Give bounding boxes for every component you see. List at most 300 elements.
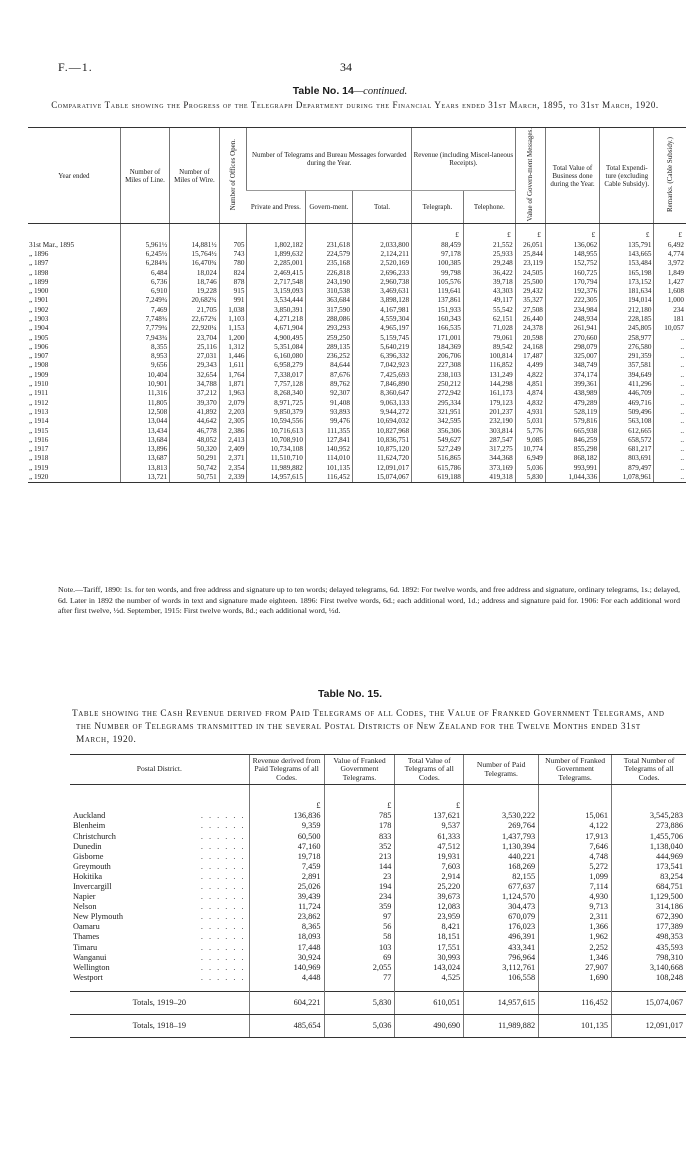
table-cell: 4,774 xyxy=(667,249,684,258)
table-cell: 111,355 xyxy=(305,427,352,436)
table14-subtitle: Comparative Table showing the Progress of the Telegraph Department during the Financial Years ended 31st March, 1895, to 31st March, 1920. xyxy=(51,100,659,110)
table-cell: 29,432 xyxy=(515,287,545,296)
col-govt-value xyxy=(515,128,545,224)
table-cell: .. xyxy=(680,333,684,342)
table-cell: 173,152 xyxy=(600,278,654,287)
table-row xyxy=(28,241,686,250)
table-cell: 103 xyxy=(324,943,395,953)
table-cell: 6,284¾ xyxy=(120,259,169,268)
unit-cell: £ xyxy=(678,231,682,240)
table-cell: 201,237 xyxy=(463,408,515,417)
dot-leader: . . . . . . xyxy=(200,972,246,982)
col-telegraph: Telegraph. xyxy=(412,190,464,223)
district-cell xyxy=(70,922,249,932)
table-cell: 2,124,211 xyxy=(352,250,411,259)
table-cell: 32,654 xyxy=(170,371,219,380)
table-cell: 314,186 xyxy=(612,902,686,912)
table-cell: 29,343 xyxy=(170,361,219,370)
table-cell: 24,168 xyxy=(515,343,545,352)
table-cell: 25,220 xyxy=(395,882,464,892)
table-cell: 356,306 xyxy=(412,427,464,436)
table-cell: 152,752 xyxy=(545,259,599,268)
totals-row xyxy=(70,1015,686,1038)
table-cell: 10,875,120 xyxy=(352,445,411,454)
table-cell: 25,026 xyxy=(249,882,324,892)
table-cell: 39,718 xyxy=(463,278,515,287)
col-telephone: Telephone. xyxy=(463,190,515,223)
table-cell: 1,764 xyxy=(219,371,247,380)
table-cell: 1,099 xyxy=(539,872,612,882)
table-cell: 7,779¾ xyxy=(120,324,169,333)
table-cell: 16,470¾ xyxy=(170,259,219,268)
table-cell: 12,091,017 xyxy=(352,464,411,473)
table-cell: 10,774 xyxy=(515,445,545,454)
year-cell: „ 1903 xyxy=(28,315,120,324)
district-name: New Plymouth xyxy=(73,912,124,922)
table-cell: 672,390 xyxy=(612,912,686,922)
table-cell: 13,684 xyxy=(120,436,169,445)
totals-cell: 116,452 xyxy=(539,991,612,1014)
unit-cell: £ xyxy=(515,224,545,241)
table-cell: 288,086 xyxy=(305,315,352,324)
table-cell: 168,269 xyxy=(464,862,539,872)
table-cell: 105,576 xyxy=(412,278,464,287)
totals-cell: 101,135 xyxy=(539,1015,612,1038)
table-cell: 549,627 xyxy=(412,436,464,445)
table-cell: 144 xyxy=(324,862,395,872)
col-private: Private and Press. xyxy=(247,190,306,223)
table-cell: 344,368 xyxy=(463,454,515,463)
table-cell: 9,537 xyxy=(395,821,464,831)
table-cell: 276,580 xyxy=(600,343,654,352)
table-cell: 293,293 xyxy=(305,324,352,333)
table-cell: 79,061 xyxy=(463,334,515,343)
table-cell: 13,687 xyxy=(120,454,169,463)
table-row xyxy=(28,315,686,324)
table-cell: 50,320 xyxy=(170,445,219,454)
table-cell: 10,827,968 xyxy=(352,427,411,436)
table-cell: 69 xyxy=(324,953,395,963)
table-cell: 6,736 xyxy=(120,278,169,287)
table-cell: 226,818 xyxy=(305,269,352,278)
table-cell: 2,285,001 xyxy=(247,259,306,268)
dot-leader: . . . . . . xyxy=(200,821,246,831)
table-cell: 11,624,720 xyxy=(352,454,411,463)
col-miles-wire: Number of Miles of Wire. xyxy=(170,128,219,224)
table-cell: 4,525 xyxy=(395,973,464,983)
table-cell: 181,634 xyxy=(600,287,654,296)
unit-cell: £ xyxy=(463,224,515,241)
table-cell: 435,593 xyxy=(612,943,686,953)
table-cell: 440,221 xyxy=(464,852,539,862)
table-cell: 91,408 xyxy=(305,399,352,408)
table-cell: .. xyxy=(680,361,684,370)
table-cell: 780 xyxy=(219,259,247,268)
table-row xyxy=(28,408,686,417)
table-cell: 27,907 xyxy=(539,963,612,973)
table-cell: 50,751 xyxy=(170,473,219,483)
table-cell: 29,248 xyxy=(463,259,515,268)
table-cell: 270,660 xyxy=(545,334,599,343)
table-cell: 479,289 xyxy=(545,399,599,408)
table-cell: 261,941 xyxy=(545,324,599,333)
table-cell: 833 xyxy=(324,832,395,842)
table-cell: 291,359 xyxy=(600,352,654,361)
table-cell: 7,338,017 xyxy=(247,371,306,380)
table15 xyxy=(70,754,686,1038)
table-cell: 1,427 xyxy=(667,277,684,286)
table-cell: 2,354 xyxy=(219,464,247,473)
table-cell: 563,108 xyxy=(600,417,654,426)
table-cell: 97,178 xyxy=(412,250,464,259)
table-row xyxy=(70,902,686,912)
totals-cell: 5,830 xyxy=(324,991,395,1014)
year-cell: „ 1911 xyxy=(28,389,120,398)
table-row xyxy=(28,269,686,278)
district-cell xyxy=(70,821,249,831)
table-cell: 619,188 xyxy=(412,473,464,483)
table-cell: 10,716,613 xyxy=(247,427,306,436)
table-cell: 30,924 xyxy=(249,953,324,963)
table-cell: 3,972 xyxy=(667,259,684,268)
dot-leader: . . . . . . xyxy=(200,861,246,871)
table-cell: 250,212 xyxy=(412,380,464,389)
table-cell: 4,965,197 xyxy=(352,324,411,333)
table-cell: 2,409 xyxy=(219,445,247,454)
table-cell: 13,813 xyxy=(120,464,169,473)
table-cell: 399,361 xyxy=(545,380,599,389)
table-row xyxy=(70,973,686,983)
table-cell: 2,413 xyxy=(219,436,247,445)
table-cell: 10,734,108 xyxy=(247,445,306,454)
table-cell: 677,637 xyxy=(464,882,539,892)
table-cell: 6,396,332 xyxy=(352,352,411,361)
table-cell: 15,764½ xyxy=(170,250,219,259)
year-cell: „ 1913 xyxy=(28,408,120,417)
table-cell: .. xyxy=(680,407,684,416)
table-cell: 243,190 xyxy=(305,278,352,287)
table-cell: 4,559,304 xyxy=(352,315,411,324)
district-cell xyxy=(70,852,249,862)
table-cell: 206,706 xyxy=(412,352,464,361)
table-cell: 20,682¾ xyxy=(170,296,219,305)
table-cell: 4,448 xyxy=(249,973,324,983)
table-cell: 9,713 xyxy=(539,902,612,912)
table14-title xyxy=(0,85,700,97)
table-cell: 8,355 xyxy=(120,343,169,352)
district-name: Invercargill xyxy=(73,881,112,891)
table-cell: 46,778 xyxy=(170,427,219,436)
district-name: Timaru xyxy=(73,942,98,952)
table-cell: 27,031 xyxy=(170,352,219,361)
table-cell: 25,116 xyxy=(170,343,219,352)
year-cell: „ 1910 xyxy=(28,380,120,389)
totals-cell: 11,989,882 xyxy=(464,1015,539,1038)
table-cell: 1,871 xyxy=(219,380,247,389)
table-row xyxy=(70,852,686,862)
table-cell: 140,952 xyxy=(305,445,352,454)
table-cell: 3,545,283 xyxy=(612,811,686,821)
table-cell: 165,198 xyxy=(600,269,654,278)
table-cell: 136,836 xyxy=(249,811,324,821)
table-cell: 178 xyxy=(324,821,395,831)
table-cell: 846,259 xyxy=(545,436,599,445)
table-cell: 5,036 xyxy=(515,464,545,473)
table-cell: 88,459 xyxy=(412,241,464,250)
table-cell: 143,665 xyxy=(600,250,654,259)
table-cell: 4,851 xyxy=(515,380,545,389)
table-cell: 20,598 xyxy=(515,334,545,343)
table-cell: 348,749 xyxy=(545,361,599,370)
table-row xyxy=(28,334,686,343)
district-cell xyxy=(70,811,249,821)
table-cell: 23,959 xyxy=(395,912,464,922)
year-cell: „ 1912 xyxy=(28,399,120,408)
table-cell: 317,275 xyxy=(463,445,515,454)
dot-leader: . . . . . . xyxy=(200,831,246,841)
table-cell: 1,962 xyxy=(539,932,612,942)
table-cell: 9,063,133 xyxy=(352,399,411,408)
table-cell: 5,351,084 xyxy=(247,343,306,352)
table-cell: 7,469 xyxy=(120,306,169,315)
table-cell: 1,366 xyxy=(539,922,612,932)
table-cell: 99,798 xyxy=(412,269,464,278)
table-cell: 100,814 xyxy=(463,352,515,361)
table-cell: 612,665 xyxy=(600,427,654,436)
table-cell: 2,914 xyxy=(395,872,464,882)
table-cell: 5,640,219 xyxy=(352,343,411,352)
table-cell: 34,788 xyxy=(170,380,219,389)
table-cell: 658,572 xyxy=(600,436,654,445)
table-cell: 287,547 xyxy=(463,436,515,445)
table-cell: 166,535 xyxy=(412,324,464,333)
table-cell: 2,696,233 xyxy=(352,269,411,278)
table-cell: 116,452 xyxy=(305,473,352,483)
table-cell: 2,386 xyxy=(219,427,247,436)
table-cell: 11,510,710 xyxy=(247,454,306,463)
table-cell: 1,000 xyxy=(667,296,684,305)
table-cell: 47,160 xyxy=(249,842,324,852)
table-cell: 469,716 xyxy=(600,399,654,408)
table-cell: 17,551 xyxy=(395,943,464,953)
table-cell: 10,594,556 xyxy=(247,417,306,426)
table-cell: 363,684 xyxy=(305,296,352,305)
dot-leader: . . . . . . xyxy=(200,841,246,851)
table-cell: 213 xyxy=(324,852,395,862)
totals-cell: 604,221 xyxy=(249,991,324,1014)
table-cell: 3,112,761 xyxy=(464,963,539,973)
table-row xyxy=(28,259,686,268)
col-year: Year ended xyxy=(28,128,120,224)
year-cell: „ 1918 xyxy=(28,454,120,463)
table-cell: 119,641 xyxy=(412,287,464,296)
table-cell: 579,816 xyxy=(545,417,599,426)
table-cell: 527,249 xyxy=(412,445,464,454)
year-cell: „ 1914 xyxy=(28,417,120,426)
table14-title-main: Table No. 14 xyxy=(292,85,354,97)
table-cell: 170,794 xyxy=(545,278,599,287)
table-row xyxy=(70,892,686,902)
table-cell: 258,977 xyxy=(600,334,654,343)
table-cell: 352 xyxy=(324,842,395,852)
table-row xyxy=(28,464,686,473)
units-row xyxy=(70,785,686,812)
table-cell: 1,455,706 xyxy=(612,832,686,842)
table-cell: 23,704 xyxy=(170,334,219,343)
table-cell: 49,117 xyxy=(463,296,515,305)
table-cell: 7,943¾ xyxy=(120,334,169,343)
col-business: Total Value of Business done during the Year. xyxy=(545,128,599,224)
table-cell: 321,951 xyxy=(412,408,464,417)
year-cell: 31st Mar., 1895 xyxy=(28,241,120,250)
table-row xyxy=(70,932,686,942)
col-offices-label: Number of Offices Open. xyxy=(229,138,238,211)
col-revenue: Revenue derived from Paid Telegrams of all Codes. xyxy=(249,755,324,785)
table-cell: 6,958,279 xyxy=(247,361,306,370)
table-row xyxy=(28,352,686,361)
table-cell: 325,007 xyxy=(545,352,599,361)
table-cell: 35,327 xyxy=(515,296,545,305)
year-cell: „ 1915 xyxy=(28,427,120,436)
table-cell: 1,103 xyxy=(219,315,247,324)
table-cell: .. xyxy=(680,398,684,407)
table-cell: 855,298 xyxy=(545,445,599,454)
table15-subtitle: Table showing the Cash Revenue derived from Paid Telegrams of all Codes, the Value of Franked Government Telegrams, and the Number of Telegrams transmitted in the several Postal Districts of New Zealand for the Twelve Months ended 31st March, 1920. xyxy=(72,709,665,746)
table-row xyxy=(70,821,686,831)
table-cell: 7,459 xyxy=(249,862,324,872)
totals-row xyxy=(70,991,686,1014)
table-cell: 9,850,379 xyxy=(247,408,306,417)
table-cell: 7,249¾ xyxy=(120,296,169,305)
table-row xyxy=(28,324,686,333)
table-cell: 3,850,391 xyxy=(247,306,306,315)
table-cell: 27,508 xyxy=(515,306,545,315)
district-name: Oamaru xyxy=(73,922,100,932)
table-cell: 181 xyxy=(673,314,684,323)
table-cell: 160,343 xyxy=(412,315,464,324)
table-cell: 374,174 xyxy=(545,371,599,380)
totals-cell: 485,654 xyxy=(249,1015,324,1038)
district-cell xyxy=(70,943,249,953)
table-cell: 234 xyxy=(673,305,684,314)
table-cell: 516,865 xyxy=(412,454,464,463)
table-cell: 310,538 xyxy=(305,287,352,296)
unit-cell: £ xyxy=(249,785,324,812)
table-row xyxy=(28,296,686,305)
col-miles-line: Number of Miles of Line. xyxy=(120,128,169,224)
table-cell: 136,062 xyxy=(545,241,599,250)
dot-leader: . . . . . . xyxy=(200,902,246,912)
table-cell: 7,114 xyxy=(539,882,612,892)
table-cell: 22,920¼ xyxy=(170,324,219,333)
table-cell: 97 xyxy=(324,912,395,922)
table-cell: 411,296 xyxy=(600,380,654,389)
table-cell: 1,802,182 xyxy=(247,241,306,250)
col-total-value: Total Value of Telegrams of all Codes. xyxy=(395,755,464,785)
table-row xyxy=(28,380,686,389)
table-cell: 25,500 xyxy=(515,278,545,287)
table-cell: 248,934 xyxy=(545,315,599,324)
table-cell: 8,365 xyxy=(249,922,324,932)
col-group-revenue: Revenue (including Miscel-laneous Receipts). xyxy=(412,128,516,191)
table-cell: 47,512 xyxy=(395,842,464,852)
table-cell: 298,079 xyxy=(545,343,599,352)
table-cell: 21,705 xyxy=(170,306,219,315)
table-cell: 212,180 xyxy=(600,306,654,315)
table-cell: 273,886 xyxy=(612,821,686,831)
table-cell: 100,385 xyxy=(412,259,464,268)
table-cell: 140,969 xyxy=(249,963,324,973)
table-row xyxy=(70,842,686,852)
district-name: Westport xyxy=(73,972,103,982)
table-cell: 39,439 xyxy=(249,892,324,902)
table-row xyxy=(70,953,686,963)
col-govt-value-label: Value of Govern-ment Messages. xyxy=(526,128,535,222)
col-total: Total. xyxy=(352,190,411,223)
table-cell: 1,437,793 xyxy=(464,832,539,842)
district-name: Christchurch xyxy=(73,831,116,841)
table-cell: 5,272 xyxy=(539,862,612,872)
district-name: Wellington xyxy=(73,962,110,972)
col-govt: Govern-ment. xyxy=(305,190,352,223)
table-row xyxy=(70,922,686,932)
table-cell: 785 xyxy=(324,811,395,821)
table-row xyxy=(70,862,686,872)
unit-cell: £ xyxy=(545,224,599,241)
totals-cell: 14,957,615 xyxy=(464,991,539,1014)
table-cell: 235,168 xyxy=(305,259,352,268)
table-cell: 5,961½ xyxy=(120,241,169,250)
table-cell: 234 xyxy=(324,892,395,902)
table-cell: 36,422 xyxy=(463,269,515,278)
table-cell: .. xyxy=(680,435,684,444)
table-cell: 6,160,080 xyxy=(247,352,306,361)
col-paid: Number of Paid Telegrams. xyxy=(464,755,539,785)
table-cell: .. xyxy=(680,445,684,454)
table-cell: 176,023 xyxy=(464,922,539,932)
table-cell: 1,078,961 xyxy=(600,473,654,483)
table-cell: 44,642 xyxy=(170,417,219,426)
table-cell: 18,024 xyxy=(170,269,219,278)
table-cell: 39,370 xyxy=(170,399,219,408)
table-cell: 194 xyxy=(324,882,395,892)
table-row xyxy=(28,343,686,352)
district-cell xyxy=(70,953,249,963)
table-cell: 177,389 xyxy=(612,922,686,932)
table-cell: 8,971,725 xyxy=(247,399,306,408)
table-cell: 25,844 xyxy=(515,250,545,259)
col-offices xyxy=(219,128,247,224)
table-cell: 93,893 xyxy=(305,408,352,417)
totals-cell: 15,074,067 xyxy=(612,991,686,1014)
district-cell xyxy=(70,832,249,842)
table-cell: 10,708,910 xyxy=(247,436,306,445)
table-cell: 1,312 xyxy=(219,343,247,352)
table-cell: 62,151 xyxy=(463,315,515,324)
table-cell: 2,371 xyxy=(219,454,247,463)
table-cell: 394,649 xyxy=(600,371,654,380)
table-cell: 4,930 xyxy=(539,892,612,902)
table-cell: 9,085 xyxy=(515,436,545,445)
table-cell: 2,339 xyxy=(219,473,247,483)
table-cell: 295,334 xyxy=(412,399,464,408)
district-name: Gisborne xyxy=(73,851,104,861)
table-cell: 304,473 xyxy=(464,902,539,912)
dot-leader: . . . . . . xyxy=(200,871,246,881)
table-cell: 5,159,745 xyxy=(352,334,411,343)
table-cell: 2,055 xyxy=(324,963,395,973)
table-cell: 528,119 xyxy=(545,408,599,417)
